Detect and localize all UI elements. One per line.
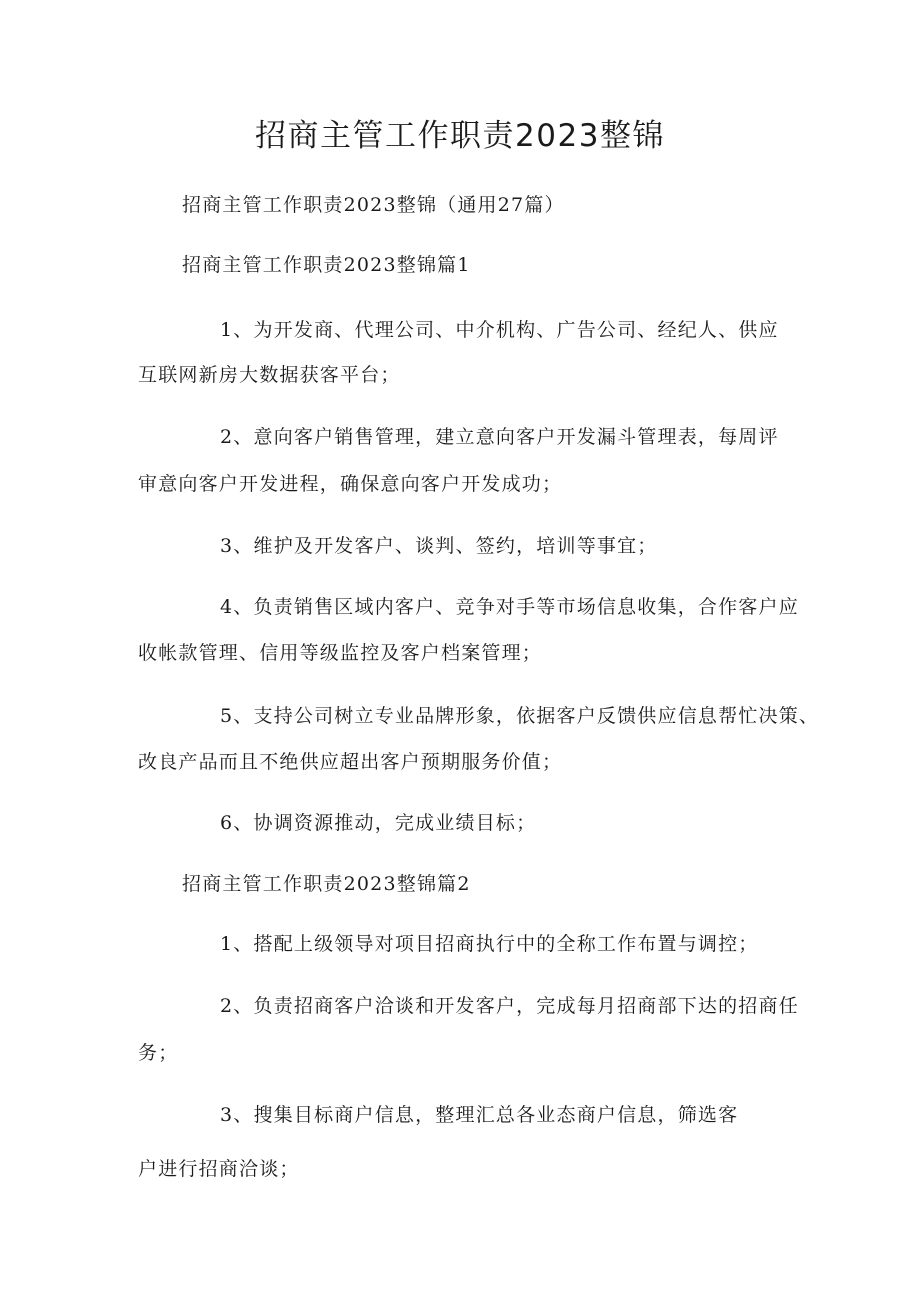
paragraph-line: 收帐款管理、信用等级监控及客户档案管理； [138,642,543,664]
paragraph-line: 2、意向客户销售管理，建立意向客户开发漏斗管理表，每周评 [220,426,779,448]
document-title: 招商主管工作职责2023整锦 [255,118,665,154]
paragraph-line: 6、协调资源推动，完成业绩目标； [220,812,537,834]
paragraph-line: 互联网新房大数据获客平台； [138,364,401,386]
paragraph-line: 3、搜集目标商户信息，整理汇总各业态商户信息，筛选客 [220,1104,739,1126]
document-subtitle: 招商主管工作职责2023整锦（通用27篇） [182,194,565,216]
paragraph-line: 审意向客户开发进程，确保意向客户开发成功； [138,473,563,495]
paragraph-line: 1、为开发商、代理公司、中介机构、广告公司、经纪人、供应 [220,319,779,341]
section-heading-1: 招商主管工作职责2023整锦篇1 [182,254,471,276]
paragraph-line: 改良产品而且不绝供应超出客户预期服务价值； [138,751,563,773]
paragraph-line: 5、支持公司树立专业品牌形象，依据客户反馈供应信息帮忙决策、 [220,705,820,727]
section-heading-2: 招商主管工作职责2023整锦篇2 [182,873,471,895]
paragraph-line: 户进行招商洽谈； [138,1158,300,1180]
paragraph-line: 1、搭配上级领导对项目招商执行中的全称工作布置与调控； [220,933,759,955]
paragraph-line: 务； [138,1042,179,1064]
paragraph-line: 2、负责招商客户洽谈和开发客户，完成每月招商部下达的招商任 [220,995,799,1017]
paragraph-line: 4、负责销售区域内客户、竞争对手等市场信息收集，合作客户应 [220,596,799,618]
paragraph-line: 3、维护及开发客户、谈判、签约，培训等事宜； [220,535,658,557]
